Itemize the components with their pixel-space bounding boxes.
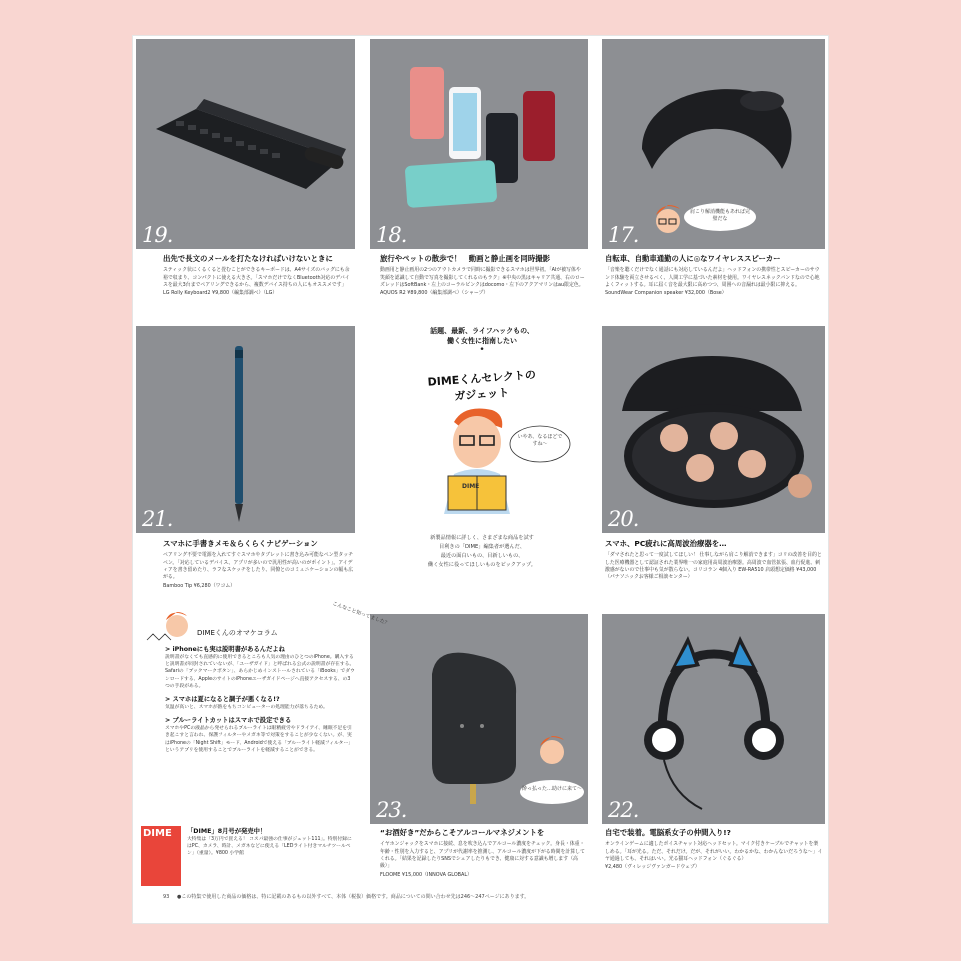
divider-dot: • [479, 345, 485, 356]
column-body [165, 644, 355, 758]
photo-cat-headphones [602, 614, 825, 824]
item-title: スマホ、PC疲れに高周波治療器を… [605, 539, 727, 548]
photo-keyboard [136, 39, 355, 249]
feature-lead-2: 働く女性に指南したい [447, 337, 517, 346]
item-title: 出先で長文のメールを打たなければいけないときに [163, 254, 333, 263]
item-price: ¥2,480（ヴィレッジヴァンガードウェブ） [605, 864, 700, 871]
magazine-promo [187, 826, 355, 862]
item-price: FLOOME ¥15,000（INNOVA GLOBAL） [380, 871, 473, 878]
breathalyzer-illustration [370, 614, 588, 824]
item-body: 「ダマされたと思って一度試してほしい！ 仕事しながら肩こり解消できます」コリの改善を目的とした医療機器として認証された業界唯一の家庭用高周波治療器。高周波で血管拡張、血行促進、刺激感がないので仕事中も気が散らない。コリコラン 4個入り EW-RA510 店頭想定価格 ¥43,000（パナソニックお客様ご相談センター） [605, 552, 822, 581]
magazine-title: 「DIME」8月号が発売中！ [187, 828, 267, 835]
column-header-art [137, 604, 357, 644]
item-title: “お酒好き”だからこそアルコールマネジメントを [380, 828, 545, 837]
magazine-cover [141, 826, 181, 886]
item-number: 17. [608, 223, 639, 247]
dime-kun-avatar [656, 205, 680, 233]
feature-intro [364, 326, 600, 596]
feature-description [364, 534, 600, 569]
item-price: SoundWear Companion speaker ¥32,000（Bose） [605, 290, 727, 297]
item-title: 自宅で装着。電脳系女子の仲間入り!? [605, 828, 731, 837]
item-body: ペアリング不要で電源を入れてすぐスマホやタブレットに書き込み可能なペン型タッチペン。「対応しているデバイス、アプリが多いので汎用性が高いのがポイント」。アイディアを書き留めたり、ラフなスケッチをしたり、同僚とのコミュニケーションの幅も広がる。 [163, 552, 354, 581]
omake-column [137, 600, 391, 894]
magazine-page [133, 36, 828, 923]
item-body: イヤホンジャックをスマホに接続、息を吹き込んでアルコール濃度をチェック。身長・体重・年齢・性別を入力すると、アプリが代謝率を推測し、アルコール濃度が下がる時間を計算してくれる。「結果を記録したりSNSでシェアしたりもでき、健康に対する意識も増します（高級）」 [380, 841, 585, 870]
dime-kun-avatar [540, 736, 564, 764]
caption-21 [163, 539, 355, 589]
caption-17 [605, 254, 823, 296]
photo-massager [602, 326, 825, 533]
caption-19 [163, 254, 353, 296]
phones-illustration [370, 39, 588, 249]
caption-22 [605, 828, 823, 870]
section-body: 説明書がなくても直感的に使用できるところも人気の理由のひとつのiPhone。購入すると説明書が同封されていないが、「ユーザガイド」と呼ばれる公式の説明書が存在する。Safariの「ブックマークボタン」、あらかじめインストールされている「iBooks」でダウンロードする、AppleのサイトのiPhoneユーザガイドページへ直接アクセスする、の3つの手段がある。 [165, 655, 355, 689]
column-aside: こんなこと知ってました？ [331, 600, 391, 628]
footer-note: ●この特集で使用した商品の価格は、特に記載のあるもの以外すべて、本体（税抜）価格です。商品についての問い合わせ先は246〜247ページにあります。 [176, 894, 530, 900]
item-number: 23. [376, 798, 407, 822]
photo-stylus [136, 326, 355, 533]
magazine-cover-title: DIME [143, 828, 172, 839]
item-title: 旅行やペットの散歩で！ 動画と静止画を同時撮影 [380, 254, 550, 263]
speech-bubble: 肩こり解消機能もあれば完璧だな [690, 209, 751, 222]
caption-20 [605, 539, 823, 582]
desc-line: 働く女性に役ってほしいものをピックアップ。 [428, 561, 536, 568]
magazine-body: 大特集は「3万円で買える！ コスパ最強の仕事がジェット111」。特別付録にはPC、カメラ、時計、メガネなどに使える「LEDライト付きマルチツールペン」（重量）。¥800 小学館 [187, 837, 352, 857]
item-title: スマホに手書きメモ＆らくらくナビゲーション [163, 539, 318, 548]
stylus-illustration [136, 326, 355, 533]
desc-line: 最近の面白いもの、目新しいもの、 [440, 552, 524, 559]
column-kicker: DIMEくんのオマケコラム [197, 629, 278, 637]
item-body: 動画用と静止画用の2つのアウトカメラで同時に撮影できるスマホは世界初。「AIが被写体や笑顔を認識して自動で写真を撮影してくれるのもラク」※中央の黒はキャリア共通、右のローズレッドはSoftBank・左上のコーラルピンクはdocomo・左下のアクアマリンはau限定色。 [380, 267, 585, 288]
item-number: 18. [376, 223, 407, 247]
page-footer [163, 893, 529, 900]
headphones-illustration [602, 614, 825, 824]
feature-lead-1: 話題、最新、ライフハックもの、 [430, 327, 534, 335]
photo-phones [370, 39, 588, 249]
massager-illustration [602, 326, 825, 533]
section-body: 気温が高いと、スマホが熱をもちコンピューターの処理能力が落ちるため。 [165, 704, 328, 710]
item-price: LG Rolly Keyboard2 ¥9,800（編集部調べ）（LG） [163, 290, 278, 297]
feature-title-1: DIMEくんセレクトの [427, 368, 537, 389]
desc-line: 新製品情報に詳しく、さまざまな商品を試す [430, 535, 534, 541]
feature-title-2: ガジェット [453, 386, 510, 403]
caption-23 [380, 828, 585, 878]
desc-line: 目利きの「DIME」編集者が選んだ、 [439, 543, 525, 550]
speech-bubble: 酔っ払った…助けに来て〜 [522, 786, 583, 792]
item-number: 22. [608, 798, 639, 822]
speech-bubble: いやあ、なるほどですね〜 [517, 434, 563, 447]
photo-neck-speaker [602, 39, 825, 249]
book-label: DIME [462, 483, 480, 490]
section-body: スマホやPCの液晶から発せられるブルーライトは眼精疲労やドライアイ、睡眠不足を引き起こすと言われ、保護フィルターやメガネ等で対策をすることが少なくない。が、実はiPhoneの「Night Shift」モード、Androidで使える「ブルーライト軽減フィルター」というアプリを使用することでブルーライトを軽減することができる。 [165, 726, 354, 753]
section-title: > iPhoneにも実は説明書があるんだよね [165, 646, 285, 653]
section-title: > スマホは夏になると調子が悪くなる!? [165, 695, 280, 703]
item-title: 自転車、自動車通勤の人に◎なワイヤレススピーカー [605, 254, 781, 263]
photo-breathalyzer [370, 614, 588, 824]
item-number: 19. [142, 223, 173, 247]
item-price: Bamboo Tip ¥6,280（ワコム） [163, 582, 236, 589]
item-number: 20. [608, 507, 639, 531]
item-body: 「音楽を聴くだけでなく通話にも対応しているんだよ」ヘッドフォンの携帯性とスピーカーのサウンド体験を両立させるべく、人間工学に基づいた素材を使用。ワイヤレスネックバンドなので心地よくフィットする。耳に届く音を最大限に高めつつ、周囲への音漏れは最小限に抑える。 [605, 267, 820, 288]
dime-kun-illustration [364, 364, 600, 514]
item-number: 21. [142, 507, 173, 531]
caption-18 [380, 254, 585, 296]
item-price: AQUOS R2 ¥89,800（編集部調べ）（シャープ） [380, 290, 489, 297]
item-body: スティック状にくるくると畳むことができるキーボードは、A4サイズのバッグにも余裕で収まり、コンパクトに使える大きさ。「スマホだけでなくBluetooth対応のデバイスを最大3台までペアリングできるから、複数デバイス持ちの人にもオススメです」 [163, 267, 350, 288]
section-title: > ブルーライトカットはスマホで設定できる [165, 717, 292, 725]
item-body: オンラインゲームに適したボイスチャット対応ヘッドセット。マイク付きケーブルでチャットを楽しめる。「耳が光る。ただ、それだけ。だが、それがいい。わかるかな、わかんないだろうな〜」イヤ通過しても、それはいい。光る猫耳ヘッドフォン（ぐるぐる） [605, 841, 823, 862]
page-number: 93 [163, 894, 170, 900]
keyboard-illustration [136, 39, 355, 249]
